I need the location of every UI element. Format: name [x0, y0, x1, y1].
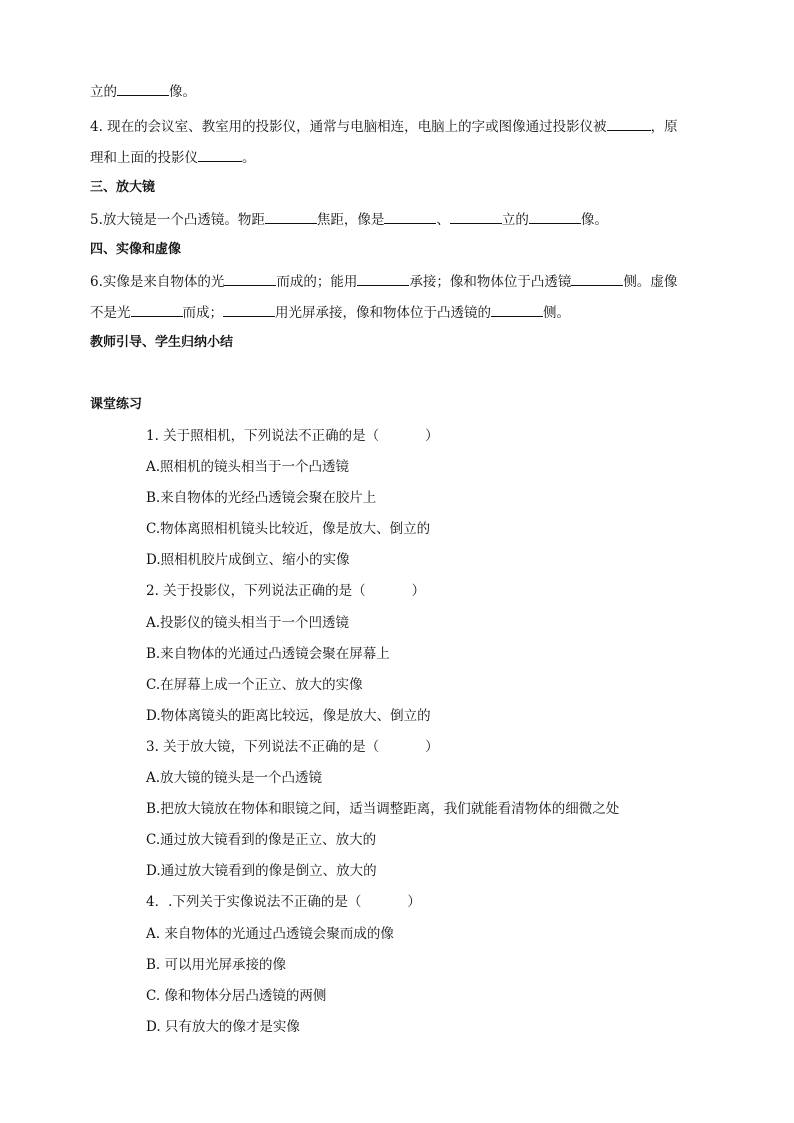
- answer-blank[interactable]: [223, 303, 275, 317]
- paren-close: ）: [411, 583, 426, 599]
- answer-blank[interactable]: [265, 210, 317, 224]
- text-segment: ，原: [650, 119, 678, 135]
- fill-line-1: [90, 82, 196, 101]
- question-4-line-1: [90, 117, 678, 136]
- practice-q4-option-b[interactable]: B. 可以用光屏承接的像: [146, 957, 287, 973]
- practice-q3-option-b[interactable]: B.把放大镜放在物体和眼镜之间，适当调整距离，我们就能看清物体的细微之处: [146, 801, 620, 817]
- answer-blank[interactable]: [117, 82, 169, 96]
- practice-q1-option-a[interactable]: A.照相机的镜头相当于一个凸透镜: [146, 459, 350, 475]
- paren-close: ）: [407, 894, 421, 910]
- text-segment: 像。: [580, 212, 608, 228]
- question-stem: 3. 关于放大镜，下列说法不正确的是（: [146, 739, 380, 755]
- practice-q3-stem: [146, 738, 439, 756]
- text-segment: 而成的；能用: [276, 274, 358, 290]
- practice-q4-option-c[interactable]: C. 像和物体分居凸透镜的两侧: [146, 988, 327, 1004]
- practice-q2-option-a[interactable]: A.投影仪的镜头相当于一个凹透镜: [146, 615, 350, 631]
- paren-close: ）: [425, 428, 439, 444]
- answer-blank[interactable]: [571, 272, 623, 286]
- section-3-heading: 三、放大镜: [90, 180, 156, 195]
- text-segment: 。: [242, 150, 256, 166]
- practice-q4-option-d[interactable]: D. 只有放大的像才是实像: [146, 1019, 300, 1035]
- text-segment: 用光屏承接，像和物体位于凸透镜的: [275, 305, 491, 321]
- answer-blank[interactable]: [224, 272, 276, 286]
- practice-q2-stem: [146, 582, 425, 600]
- practice-q1-option-b[interactable]: B.来自物体的光经凸透镜会聚在胶片上: [146, 490, 377, 506]
- practice-q3-option-c[interactable]: C.通过放大镜看到的像是正立、放大的: [146, 832, 377, 848]
- answer-blank[interactable]: [491, 303, 543, 317]
- question-6-line-2: [90, 303, 570, 322]
- question-stem: 1. 关于照相机，下列说法不正确的是（: [146, 428, 380, 444]
- text-segment: 6.实像是来自物体的光: [90, 274, 225, 290]
- answer-blank[interactable]: [131, 303, 183, 317]
- practice-q3-option-d[interactable]: D.通过放大镜看到的像是倒立、放大的: [146, 863, 377, 879]
- answer-blank[interactable]: [384, 210, 436, 224]
- practice-q2-option-d[interactable]: D.物体离镜头的距离比较远，像是放大、倒立的: [146, 708, 431, 724]
- answer-blank[interactable]: [529, 210, 581, 224]
- section-4-heading: 四、实像和虚像: [90, 242, 182, 257]
- question-stem: 4．.下列关于实像说法不正确的是（: [146, 894, 362, 910]
- teacher-guide-heading: 教师引导、学生归纳小结: [90, 335, 234, 350]
- text-segment: 5.放大镜是一个凸透镜。物距: [90, 212, 265, 228]
- answer-blank[interactable]: [450, 210, 502, 224]
- text-segment: 焦距，像是: [316, 212, 385, 228]
- text-segment: 像。: [169, 84, 196, 100]
- question-5-line: [90, 210, 608, 229]
- question-6-line-1: [90, 272, 677, 291]
- paren-close: ）: [425, 739, 439, 755]
- practice-q1-option-d[interactable]: D.照相机胶片成倒立、缩小的实像: [146, 552, 350, 568]
- practice-heading: 课堂练习: [90, 397, 143, 412]
- practice-q2-option-b[interactable]: B.来自物体的光通过凸透镜会聚在屏幕上: [146, 646, 390, 662]
- practice-q4-option-a[interactable]: A. 来自物体的光通过凸透镜会聚而成的像: [146, 926, 394, 942]
- text-segment: 立的: [501, 212, 529, 228]
- question-stem: 2. 关于投影仪，下列说法正确的是（: [146, 583, 366, 599]
- practice-q3-option-a[interactable]: A.放大镜的镜头是一个凸透镜: [146, 770, 323, 786]
- text-segment: 4. 现在的会议室、教室用的投影仪，通常与电脑相连，电脑上的字或图像通过投影仪被: [90, 119, 607, 135]
- practice-q4-stem: [146, 893, 421, 911]
- practice-q2-option-c[interactable]: C.在屏幕上成一个正立、放大的实像: [146, 677, 363, 693]
- practice-q1-stem: [146, 427, 439, 445]
- text-segment: 、: [436, 212, 450, 228]
- answer-blank[interactable]: [357, 272, 409, 286]
- question-4-line-2: [90, 148, 256, 167]
- answer-blank[interactable]: [607, 117, 651, 131]
- text-segment: 承接；像和物体位于凸透镜: [409, 274, 572, 290]
- practice-q1-option-c[interactable]: C.物体离照相机镜头比较近，像是放大、倒立的: [146, 521, 431, 537]
- text-segment: 理和上面的投影仪: [90, 150, 198, 166]
- text-segment: 立的: [90, 84, 117, 100]
- text-segment: 侧。虚像: [623, 274, 678, 290]
- text-segment: 而成；: [182, 305, 223, 321]
- answer-blank[interactable]: [198, 148, 242, 162]
- text-segment: 侧。: [543, 305, 570, 321]
- text-segment: 不是光: [90, 305, 131, 321]
